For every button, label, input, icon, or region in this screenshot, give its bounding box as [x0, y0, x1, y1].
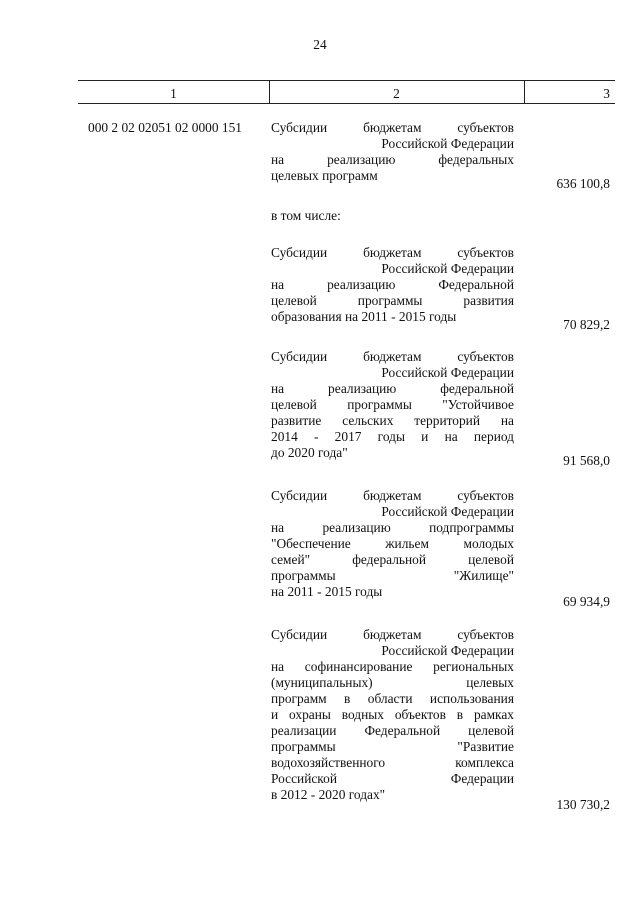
row-amount: 636 100,8	[556, 176, 610, 191]
row-description: Субсидии бюджетам субъектов Российской Федерации на реализацию федеральной целевой программы "Устойчивое развитие сельских территорий на 2014 - 2017 годы и на период до 2020 года"	[271, 349, 514, 460]
column-divider-2	[524, 80, 525, 104]
including-label: в том числе:	[271, 208, 341, 223]
table-top-rule	[78, 80, 615, 81]
column-header-3: 3	[603, 86, 610, 101]
budget-code: 000 2 02 02051 02 0000 151	[88, 120, 242, 135]
page-number: 24	[313, 37, 327, 52]
row-amount: 69 934,9	[563, 594, 610, 609]
row-description: Субсидии бюджетам субъектов Российской Федерации на софинансирование региональных (муниципальных) целевых программ в области использования и охраны водных объектов в рамках реализации Федеральной целевой программы "Развитие водохозяйственного комплекса Российской Федерации в 2012 - 2020 годах"	[271, 627, 514, 802]
row-description: Субсидии бюджетам субъектов Российской Федерации на реализацию федеральных целевых программ	[271, 120, 514, 183]
column-header-2: 2	[393, 86, 400, 101]
table-header-rule	[78, 103, 615, 104]
row-amount: 130 730,2	[556, 797, 610, 812]
row-description: Субсидии бюджетам субъектов Российской Федерации на реализацию подпрограммы "Обеспечение жильем молодых семей" федеральной целевой программы "Жилище" на 2011 - 2015 годы	[271, 488, 514, 599]
row-description: Субсидии бюджетам субъектов Российской Федерации на реализацию Федеральной целевой программы развития образования на 2011 - 2015 годы	[271, 245, 514, 324]
row-amount: 91 568,0	[563, 453, 610, 468]
column-header-1: 1	[170, 86, 177, 101]
row-amount: 70 829,2	[563, 317, 610, 332]
